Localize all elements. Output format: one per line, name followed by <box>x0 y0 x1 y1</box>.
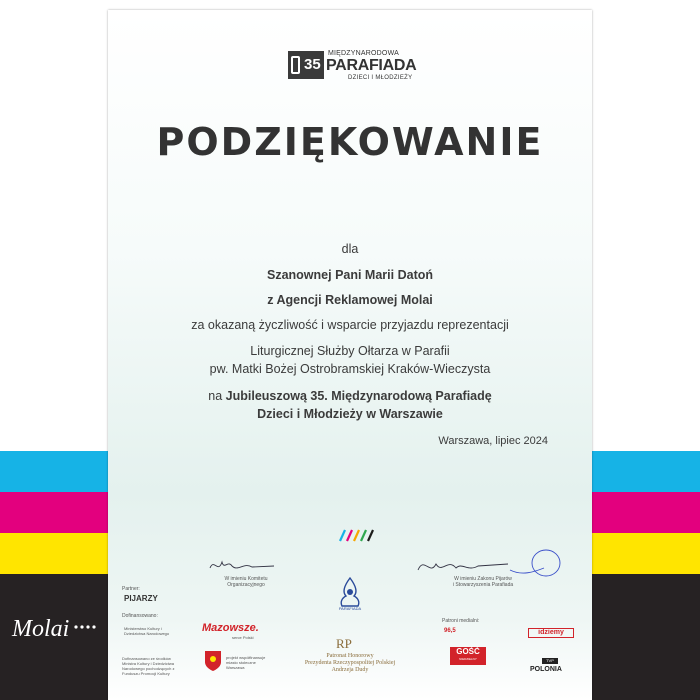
radio-logo: 96,5 <box>444 628 456 634</box>
thanks-text: za okazaną życzliwość i wsparcie przyjazdu reprezentacji <box>191 318 509 332</box>
dla-text: dla <box>341 242 359 256</box>
parafiada-logo <box>282 44 442 84</box>
signature-left-icon <box>204 556 284 576</box>
parafiada-emblem <box>336 576 364 615</box>
signature-right-caption <box>438 576 528 588</box>
patron-line-3: Andrzeja Dudy <box>331 667 369 673</box>
signature-left-caption <box>206 576 286 588</box>
patron-line-1: Patronat Honorowy <box>326 653 374 659</box>
signature-right <box>398 546 568 587</box>
patron-line-2: Prezydenta Rzeczypospolitej Polskiej <box>304 660 396 666</box>
rp-logo: RP <box>336 636 352 651</box>
recipient-name: Szanownej Pani Marii Datoń <box>267 268 433 282</box>
color-strokes-icon <box>338 528 378 542</box>
event-name-1: Jubileuszową 35. Międzynarodową Parafiadę <box>225 389 492 403</box>
idziemy-logo: idziemy <box>528 628 574 638</box>
ministry-logo: Ministerstwo Kultury i Dziedzictwa Narodowego <box>124 626 170 636</box>
group-line-1: Liturgicznej Służby Ołtarza w Parafii <box>250 344 450 358</box>
certificate-sheet <box>108 10 592 700</box>
event-line-2: Dzieci i Młodzieży w Warszawie <box>257 407 443 421</box>
emblem-label: PARAFIADA <box>338 606 362 611</box>
date-place: Warszawa, lipiec 2024 <box>438 435 548 447</box>
logo-badge <box>288 51 324 79</box>
logo-subtitle: DZIECI I MŁODZIEŻY <box>348 75 413 81</box>
signature-right-line-2: i Stowarzyszenia Parafiada <box>452 582 514 588</box>
mazowsze-logo: Mazowsze. <box>202 622 259 634</box>
molai-logo: Molai <box>12 616 70 642</box>
honorary-patronage <box>288 653 412 674</box>
media-label: Patroni medialni: <box>442 618 480 624</box>
tvp-logo: TVP <box>542 658 558 664</box>
mazowsze-tagline: serce Polski <box>232 635 254 640</box>
logo-name: PARAFIADA <box>326 57 417 74</box>
signature-left-line-1: W imieniu Komitetu <box>224 576 268 582</box>
funding-label: Dofinansowano: <box>122 613 158 619</box>
partner-label: Partner: <box>122 586 140 592</box>
logo-number: 35 <box>304 56 321 73</box>
pijarzy-logo: PIJARZY <box>124 594 158 603</box>
company-name: z Agencji Reklamowej Molai <box>267 293 433 307</box>
polonia-logo: POLONIA <box>530 666 562 673</box>
molai-dots-icon <box>74 625 98 629</box>
signature-left-line-2: Organizacyjnego <box>227 582 265 588</box>
logo-mark-icon <box>291 56 300 74</box>
event-line-1 <box>108 389 592 403</box>
signature-left <box>204 556 284 588</box>
group-line-2: pw. Matki Bożej Ostrobramskiej Kraków-Wieczysta <box>209 362 491 376</box>
logo-top-text: MIĘDZYNARODOWA <box>328 50 399 57</box>
event-prefix: na <box>208 389 223 403</box>
funding-note: Dofinansowano ze środków Ministra Kultury i Dziedzictwa Narodowego pochodzących z Funduszu Promocji Kultury <box>122 656 175 676</box>
gosc-logo <box>450 647 486 665</box>
warsaw-crest-icon <box>204 650 222 672</box>
gosc-name: GOŚĆ <box>456 647 480 656</box>
gosc-sub: NIEDZIELNY <box>459 657 477 661</box>
warsaw-text: projekt współfinansuje miasto stołeczne Warszawa <box>226 655 266 670</box>
certificate-title: PODZIĘKOWANIE <box>156 120 544 164</box>
signature-right-line-1: W imieniu Zakonu Pijarów <box>454 576 512 582</box>
parafiada-emblem-icon <box>336 576 364 610</box>
